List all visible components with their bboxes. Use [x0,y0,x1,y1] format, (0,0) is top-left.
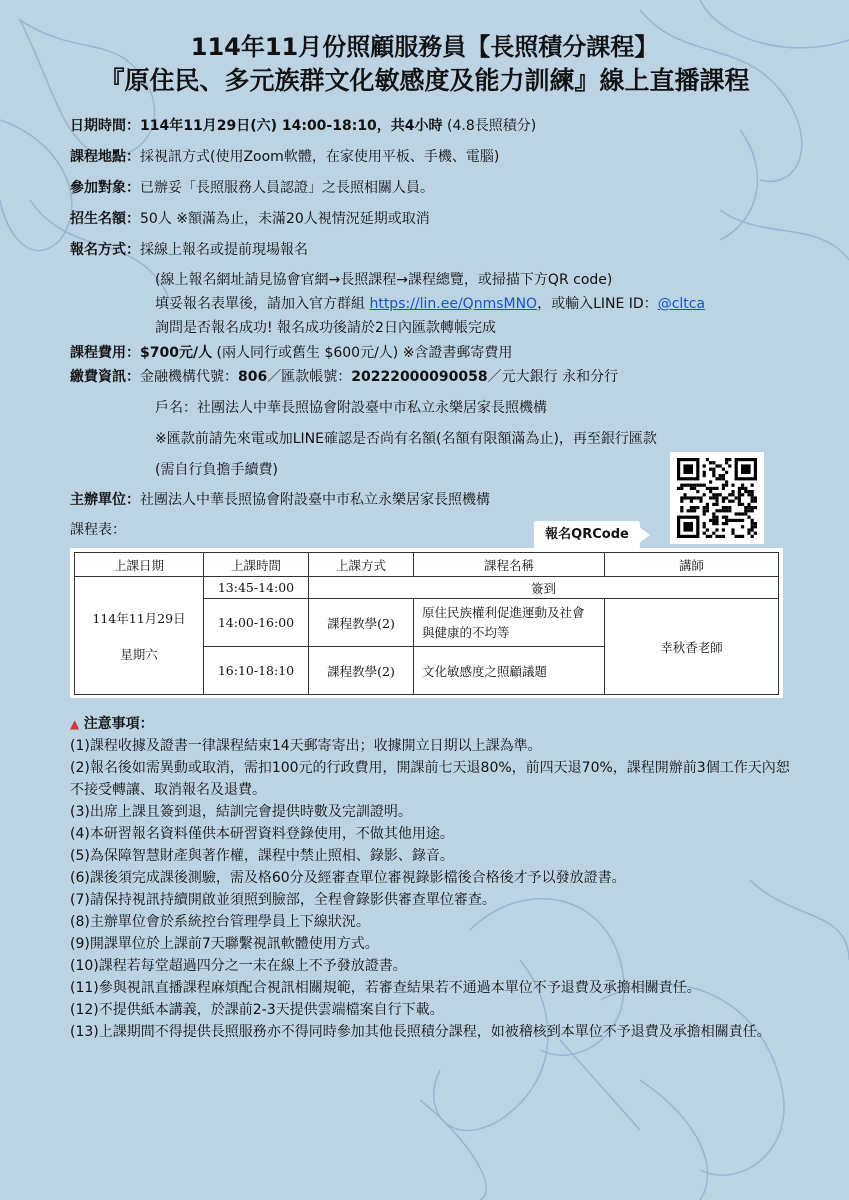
date-cell-weekday: 星期六 [120,646,158,662]
date-cell [75,577,204,695]
signup-line2 [155,294,705,314]
course-cell: 簽到 [309,577,779,599]
note-item: (2)報名後如需異動或取消，需扣100元的行政費用，開課前七天退80%，前四天退70%，課程開辦前3個工作天內恕不接受轉讓、取消報名及退費。 [70,760,790,798]
schedule-table-wrapper [70,548,783,698]
page-title-line1: 114年11月份照顧服務員【長照積分課程】 [190,33,659,61]
warning-icon: ▲ [70,717,80,731]
header-date: 上課日期 [75,553,204,577]
payment-account: 20222000090058 [351,369,488,385]
quota-label: 招生名額： [70,211,140,227]
teacher-cell: 幸秋香老師 [605,599,779,695]
time-cell: 14:00-16:00 [204,599,309,647]
signup-line3: 詢問是否報名成功! 報名成功後請於2日內匯款轉帳完成 [155,320,496,336]
header-course: 課程名稱 [414,553,605,577]
header-teacher: 講師 [605,553,779,577]
note-item: (12)不提供紙本講義，於課前2-3天提供雲端檔案自行下載。 [70,1002,444,1018]
fee-label: 課程費用： [70,345,140,361]
fee-note: (兩人同行或舊生 $600元/人) ※含證書郵寄費用 [212,345,513,361]
transfer-note: ※匯款前請先來電或加LINE確認是否尚有名額(名額有限額滿為止)，再至銀行匯款 [155,431,657,447]
note-item: (11)參與視訊直播課程麻煩配合視訊相關規範，若審查結果若不通過本單位不予退費及承擔相關責任。 [70,980,701,996]
notes-list [70,735,800,1043]
location-label: 課程地點： [70,149,140,165]
signup-label: 報名方式： [70,242,140,258]
table-header-row [75,553,779,577]
signup-line2-pre: 填妥報名表單後，請加入官方群組 [155,296,370,312]
time-cell: 13:45-14:00 [204,577,309,599]
qr-code[interactable] [670,452,764,544]
target-value: 已辦妥「長照服務人員認證」之長照相關人員。 [140,180,434,196]
notes-title-row [70,713,800,735]
note-item: (5)為保障智慧財產與著作權，課程中禁止照相、錄影、錄音。 [70,848,454,864]
account-name: 戶名：社團法人中華長照協會附設臺中市私立永樂居家長照機構 [155,400,547,416]
date-note: (4.8長照積分) [442,118,537,134]
note-item: (9)開課單位於上課前7天聯繫視訊軟體使用方式。 [70,936,379,952]
payment-code-label: 金融機構代號： [140,369,238,385]
fee-value: $700元/人 [140,345,213,361]
line-group-link[interactable]: https://lin.ee/QnmsMNO [369,296,538,312]
organizer-label: 主辦單位： [70,492,140,508]
header-time: 上課時間 [204,553,309,577]
quota-value: 50人 ※額滿為止，未滿20人視情況延期或取消 [140,211,430,227]
course-cell: 原住民族權利促進運動及社會與健康的不均等 [414,599,605,647]
payment-account-label: ／匯款帳號： [267,369,352,385]
note-item: (8)主辦單位會於系統控台管理學員上下線狀況。 [70,914,370,930]
note-item: (1)課程收據及證書一律課程結束14天郵寄寄出；收據開立日期以上課為準。 [70,738,542,754]
date-cell-date: 114年11月29日 [92,610,186,626]
qr-pointer [638,526,650,544]
organizer-value: 社團法人中華長照協會附設臺中市私立永樂居家長照機構 [140,492,490,508]
payment-code: 806 [238,369,268,385]
note-item: (4)本研習報名資料僅供本研習資料登錄使用，不做其他用途。 [70,826,454,842]
method-cell: 課程教學(2) [309,647,414,695]
payment-label: 繳費資訊： [70,369,140,385]
time-cell: 16:10-18:10 [204,647,309,695]
notes-title: 注意事項： [83,716,154,732]
signup-row [70,240,308,260]
page-title-line2: 『原住民、多元族群文化敏感度及能力訓練』線上直播課程 [99,66,750,95]
note-item: (6)課後須完成課後測驗，需及格60分及經審查單位審視錄影檔後合格後才予以發放證書。 [70,870,626,886]
payment-row [70,367,618,387]
note-item: (3)出席上課且簽到退，結訓完會提供時數及完訓證明。 [70,804,412,820]
date-label: 日期時間： [70,118,140,134]
payment-bank: ／元大銀行 永和分行 [487,369,619,385]
method-cell: 課程教學(2) [309,599,414,647]
note-item: (13)上課期間不得提供長照服務亦不得同時參加其他長照積分課程，如被稽核到本單位不予退費及承擔相關責任。 [70,1024,771,1040]
signup-line1: (線上報名網址請見協會官網→長照課程→課程總覽，或掃描下方QR code) [155,272,613,288]
table-row [75,577,779,599]
notes-section [70,713,800,1043]
schedule-table [74,552,779,695]
qr-label: 報名QRCode [534,521,640,549]
organizer-row [70,490,490,510]
course-cell: 文化敏感度之照顧議題 [414,647,605,695]
target-label: 參加對象： [70,180,140,196]
signup-line2-mid: ，或輸入LINE ID： [537,296,658,312]
schedule-label: 課程表： [70,522,126,538]
line-id-link[interactable]: @cltca [657,296,706,312]
date-row [70,116,536,136]
note-item: (7)請保持視訊持續開啟並須照到臉部，全程會錄影供審查單位審查。 [70,892,496,908]
date-value: 114年11月29日(六) 14:00-18:10，共4小時 [140,118,443,134]
note-item: (10)課程若每堂超過四分之一未在線上不予發放證書。 [70,958,407,974]
signup-value: 採線上報名或提前現場報名 [140,242,308,258]
fee-row [70,343,512,363]
quota-row [70,209,430,229]
location-row [70,147,499,167]
location-value: 採視訊方式(使用Zoom軟體，在家使用平板、手機、電腦) [140,149,500,165]
qr-code-icon [670,452,764,544]
target-row [70,178,434,198]
fee-self-note: (需自行負擔手續費) [155,462,278,478]
header-method: 上課方式 [309,553,414,577]
